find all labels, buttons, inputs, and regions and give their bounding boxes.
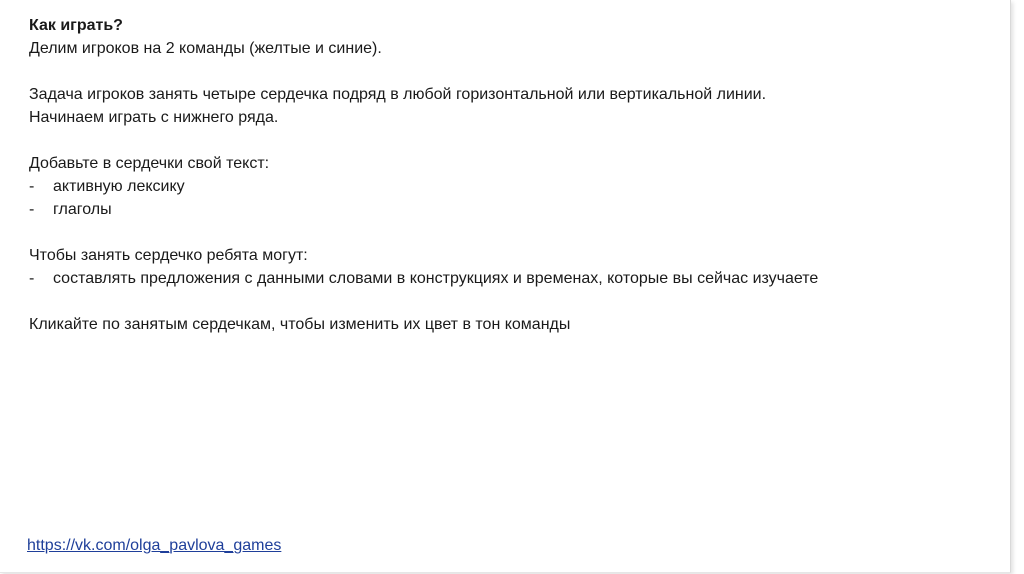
spacer bbox=[29, 290, 989, 313]
how-to-play-title: Как играть? bbox=[29, 17, 123, 34]
goal-line: Задача игроков занять четыре сердечка подряд в любой горизонтальной или вертикальной линии. bbox=[29, 86, 767, 103]
start-row-line: Начинаем играть с нижнего ряда. bbox=[29, 109, 279, 126]
list-item bbox=[29, 198, 989, 221]
spacer bbox=[29, 129, 989, 152]
bullet-text: составлять предложения с данными словами в конструкциях и временах, которые вы сейчас изучаете bbox=[53, 270, 819, 287]
vk-link[interactable]: https://vk.com/olga_pavlova_games bbox=[27, 537, 282, 554]
bullet-dash: - bbox=[29, 178, 35, 195]
spacer bbox=[29, 60, 989, 83]
bullet-dash: - bbox=[29, 201, 35, 218]
occupy-intro: Чтобы занять сердечко ребята могут: bbox=[29, 247, 308, 264]
click-hearts-line: Кликайте по занятым сердечкам, чтобы изменить их цвет в тон команды bbox=[29, 316, 571, 333]
bullet-text: глаголы bbox=[53, 201, 112, 218]
teams-line: Делим игроков на 2 команды (желтые и синие). bbox=[29, 40, 382, 57]
slide-content bbox=[29, 14, 989, 336]
bullet-dash: - bbox=[29, 270, 35, 287]
list-item bbox=[29, 175, 989, 198]
add-text-intro: Добавьте в сердечки свой текст: bbox=[29, 155, 270, 172]
list-item bbox=[29, 267, 989, 290]
bullet-text: активную лексику bbox=[53, 178, 185, 195]
spacer bbox=[29, 221, 989, 244]
